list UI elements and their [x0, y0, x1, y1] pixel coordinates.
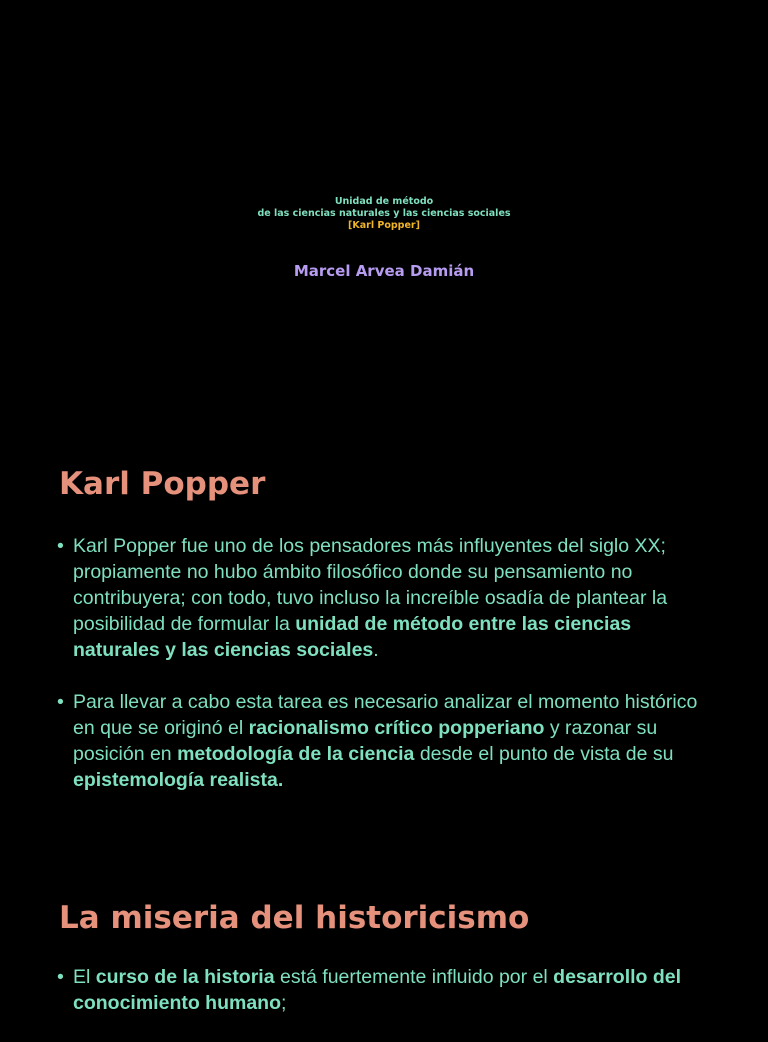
- bullet-text: está fuertemente influido por el: [274, 966, 554, 988]
- bullet-icon: •: [57, 535, 64, 557]
- bullet-item: [57, 689, 717, 793]
- bullet-item: [57, 964, 717, 1016]
- karl-popper-slide: [0, 432, 768, 864]
- title-line-2: de las ciencias naturales y las ciencias sociales: [257, 208, 511, 219]
- bullet-text: y razonar su posición en: [73, 717, 658, 765]
- miseria-historicismo-slide: [0, 864, 768, 1024]
- slide-heading: La miseria del historicismo: [59, 900, 530, 936]
- bullet-bold-text: desarrollo del conocimiento humano: [73, 966, 682, 1014]
- bullet-bold-text: curso de la historia: [95, 966, 275, 988]
- bullet-text: El: [73, 966, 96, 988]
- slide-heading: Karl Popper: [59, 466, 266, 502]
- bullet-icon: •: [57, 691, 64, 713]
- bullet-text: desde el punto de vista de su: [414, 743, 674, 765]
- title-line-3: [Karl Popper]: [348, 220, 420, 231]
- bullet-bold-text: metodología de la ciencia: [177, 743, 415, 765]
- bullet-icon: •: [57, 966, 64, 988]
- bullet-bold-text: racionalismo crítico popperiano: [248, 717, 545, 739]
- bullet-text: .: [373, 639, 379, 661]
- presentation-title: [0, 196, 768, 232]
- bullet-list: [57, 533, 717, 819]
- bullet-bold-text: unidad de método entre las ciencias naturales y las ciencias sociales: [73, 613, 632, 661]
- bullet-list: [57, 964, 717, 1042]
- bullet-text: ;: [281, 992, 287, 1014]
- title-line-1: Unidad de método: [334, 196, 434, 207]
- title-slide: [0, 0, 768, 432]
- bullet-bold-text: epistemología realista.: [73, 769, 284, 791]
- bullet-text: Karl Popper fue uno de los pensadores más influyentes del siglo XX; propiamente no hubo ámbito filosófico donde su pensamiento no contribuyera; con todo, tuvo incluso la increíble osadía de plantear la posibilidad de formular la: [73, 535, 668, 635]
- presenter-name: Marcel Arvea Damián: [293, 262, 475, 280]
- bullet-text: Para llevar a cabo esta tarea es necesario analizar el momento histórico en que se originó el: [73, 691, 698, 739]
- bullet-item: [57, 533, 717, 663]
